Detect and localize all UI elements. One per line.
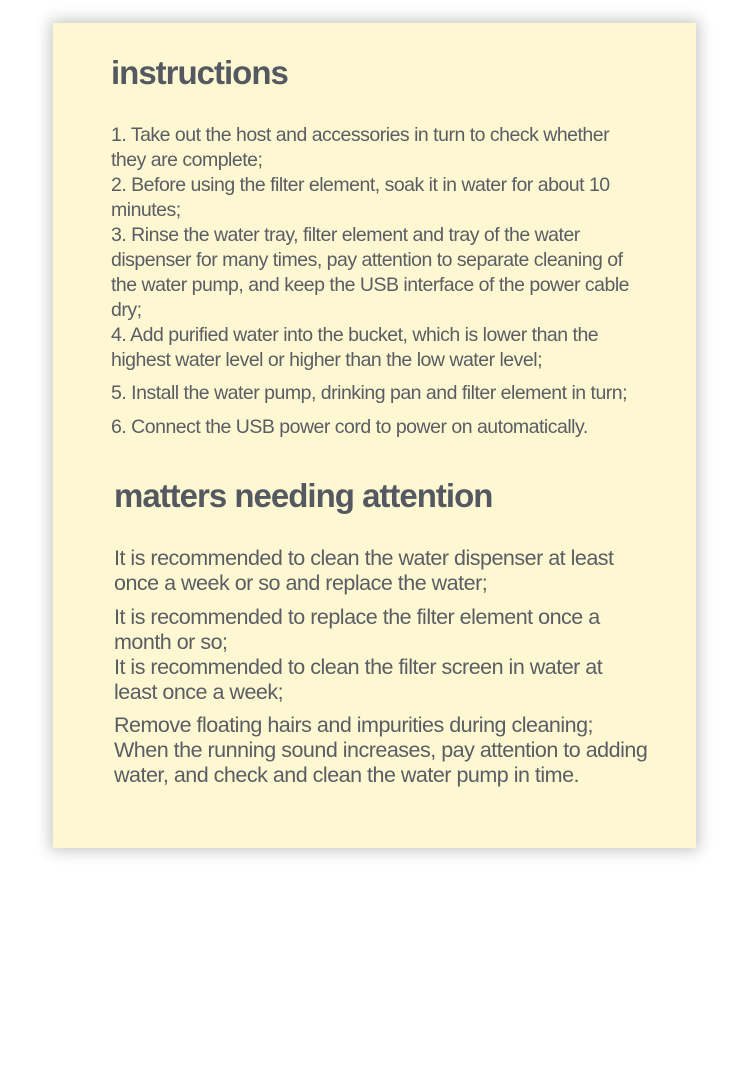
instruction-step-6: 6. Connect the USB power cord to power on automatically. (111, 416, 588, 438)
attention-note-3: It is recommended to clean the filter screen in water at least once a week; (114, 655, 603, 704)
attention-note-4: Remove floating hairs and impurities during cleaning; (114, 713, 594, 737)
instruction-step-1: 1. Take out the host and accessories in turn to check whether they are complete; (111, 124, 610, 171)
instruction-step-4: 4. Add purified water into the bucket, which is lower than the highest water level or higher than the low water level; (111, 324, 599, 371)
attention-note-2: It is recommended to replace the filter element once a month or so; (114, 605, 600, 654)
instruction-card (53, 23, 696, 848)
instruction-step-2: 2. Before using the filter element, soak it in water for about 10 minutes; (111, 174, 610, 221)
attention-heading: matters needing attention (114, 477, 493, 514)
instructions-heading: instructions (111, 54, 288, 91)
instruction-step-5: 5. Install the water pump, drinking pan and filter element in turn; (111, 382, 628, 404)
instruction-step-3: 3. Rinse the water tray, filter element and tray of the water dispenser for many times, pay attention to separate cleaning of the water pump, and keep the USB interface of the power cable dry; (111, 224, 629, 321)
attention-note-5: When the running sound increases, pay attention to adding water, and check and clean the water pump in time. (114, 738, 648, 787)
attention-note-1: It is recommended to clean the water dispenser at least once a week or so and replace the water; (114, 546, 614, 595)
